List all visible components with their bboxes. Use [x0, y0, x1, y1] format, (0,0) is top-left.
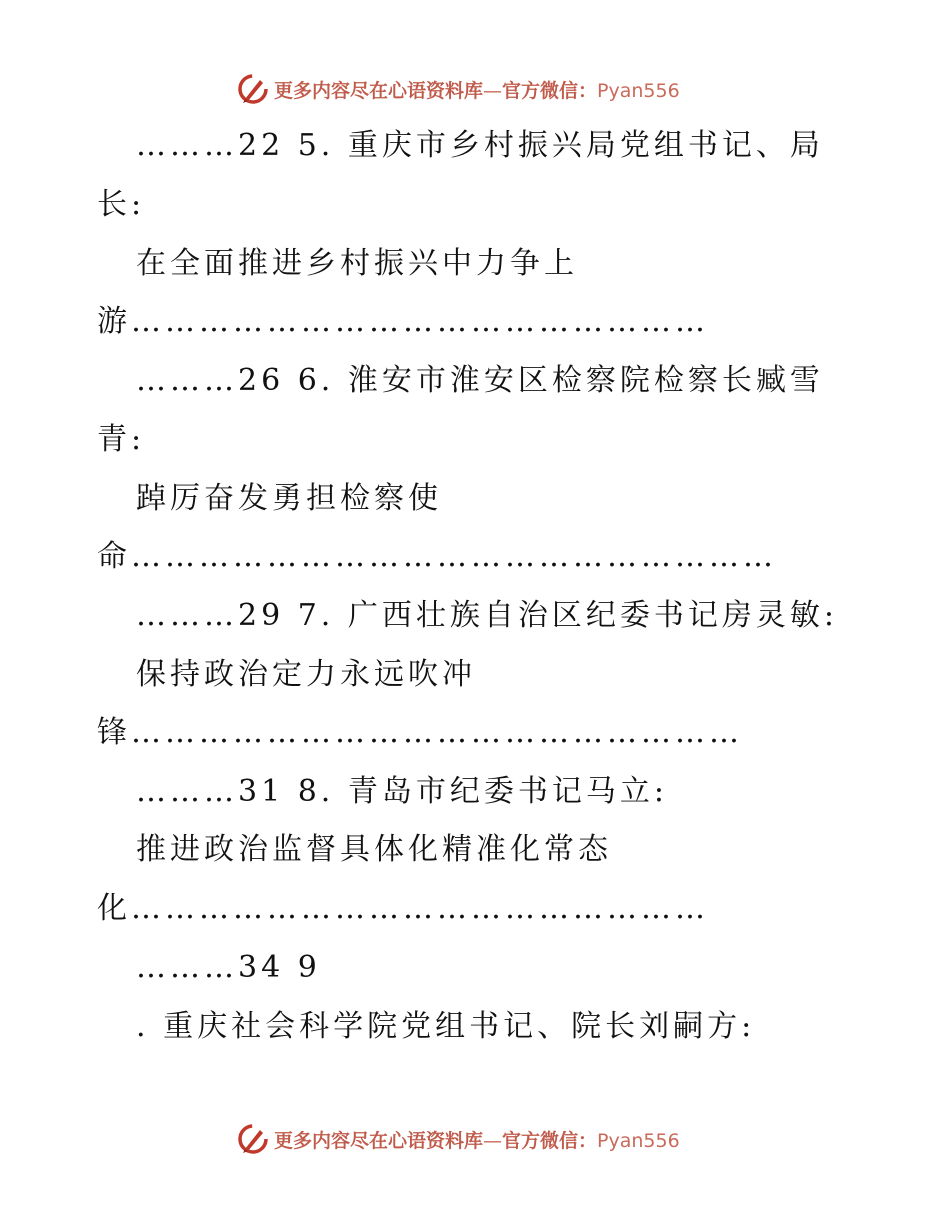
pen-logo-icon: [236, 1122, 270, 1156]
toc-line: 长:: [97, 187, 146, 222]
toc-line: 青:: [97, 422, 146, 457]
toc-line: 推进政治监督具体化精准化常态: [136, 832, 612, 867]
toc-line: . 重庆社会科学院党组书记、院长刘嗣方:: [136, 1009, 756, 1044]
footer-banner: [236, 1122, 680, 1156]
toc-line: ………31 8. 青岛市纪委书记马立:: [136, 774, 668, 809]
toc-line: ………26 6. 淮安市淮安区检察院检察长臧雪: [136, 363, 824, 398]
toc-line: 在全面推进乡村振兴中力争上: [136, 246, 578, 281]
toc-line: 化……………………………………………: [97, 891, 709, 926]
header-banner: [236, 72, 680, 106]
toc-line: ………22 5. 重庆市乡村振兴局党组书记、局: [136, 128, 824, 163]
toc-line: 游……………………………………………: [97, 304, 709, 339]
header-text: 更多内容尽在心语资料库—官方微信：Pyan556: [274, 79, 680, 102]
toc-line: 锋………………………………………………: [97, 715, 743, 750]
toc-line: ………34 9: [136, 950, 321, 985]
toc-line: 命…………………………………………………: [97, 539, 777, 574]
footer-text: 更多内容尽在心语资料库—官方微信：Pyan556: [274, 1129, 680, 1152]
pen-logo-icon: [236, 72, 270, 106]
toc-line: ………29 7. 广西壮族自治区纪委书记房灵敏:: [136, 598, 838, 633]
toc-line: 踔厉奋发勇担检察使: [136, 481, 442, 516]
toc-line: 保持政治定力永远吹冲: [136, 657, 476, 692]
